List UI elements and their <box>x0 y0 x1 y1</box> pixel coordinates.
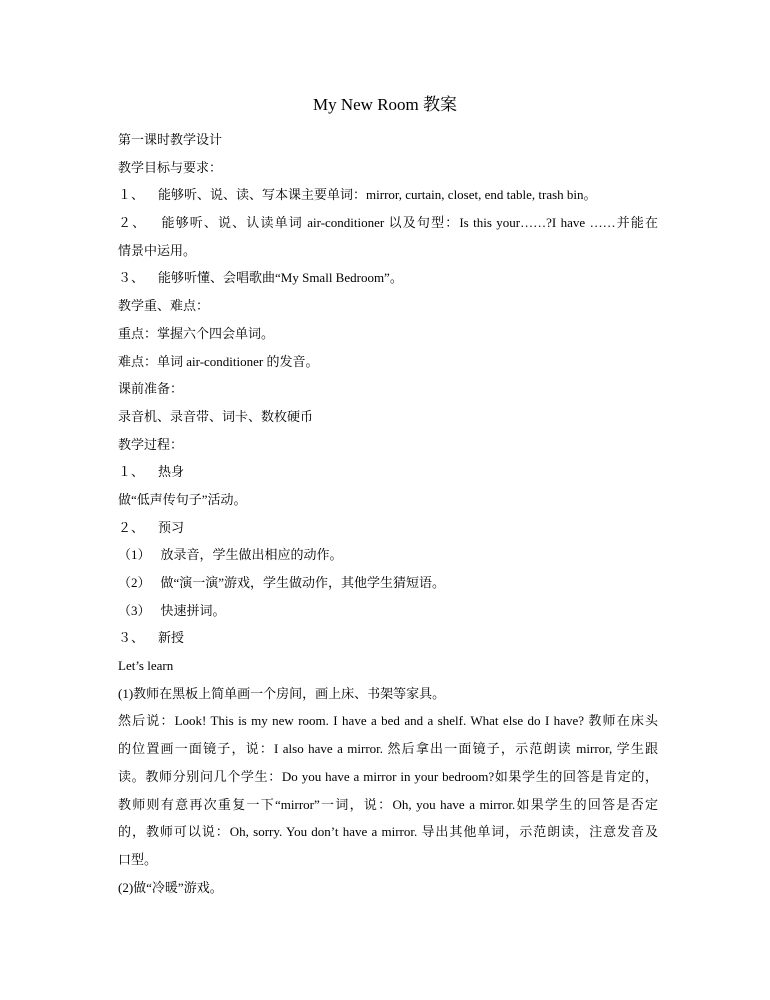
document-line <box>118 375 658 403</box>
document-line <box>118 431 658 459</box>
line-text: 能够听懂、会唱歌曲“My Small Bedroom”。 <box>158 270 403 286</box>
list-number: ３、 <box>118 270 145 286</box>
line-text: 口型。 <box>118 851 158 867</box>
list-number: ２、 <box>118 215 147 231</box>
document-line <box>118 154 658 182</box>
document-title: My New Room 教案 <box>312 95 458 114</box>
document-line <box>118 707 658 735</box>
document-line <box>118 569 658 597</box>
document-line <box>118 818 658 846</box>
document-line <box>118 209 658 237</box>
line-text: 难点：单词 air-conditioner 的发音。 <box>118 353 319 369</box>
line-text: 做“低声传句子”活动。 <box>118 491 247 507</box>
line-text: 预习 <box>158 519 185 535</box>
line-text: 新授 <box>158 630 185 646</box>
line-text: 快速拼词。 <box>160 602 226 618</box>
line-text: 能够听、说、认读单词 air-conditioner 以及句型：Is this your……?I have ……并能在 <box>160 215 658 231</box>
line-text: 的，教师可以说：Oh, sorry. You don’t have a mirror. 导出其他单词，示范朗读，注意发音及 <box>118 824 658 840</box>
list-number: ３、 <box>118 630 145 646</box>
line-text: 教学过程： <box>118 436 184 452</box>
document-line <box>118 320 658 348</box>
document-line <box>118 846 658 874</box>
line-text: (1)教师在黑板上简单画一个房间，画上床、书架等家具。 <box>118 685 446 701</box>
document-line <box>118 652 658 680</box>
document-line <box>118 514 658 542</box>
line-text: Let’s learn <box>118 658 174 674</box>
line-text: 第一课时教学设计 <box>118 132 223 147</box>
list-number: （1） <box>118 547 151 563</box>
line-text: 重点：掌握六个四会单词。 <box>118 325 275 341</box>
document-line <box>118 403 658 431</box>
document-line <box>118 624 658 652</box>
document-line <box>118 348 658 376</box>
document-line <box>118 874 658 902</box>
document-line <box>118 292 658 320</box>
document-line <box>118 680 658 708</box>
line-text: 的位置画一面镜子，说：I also have a mirror. 然后拿出一面镜子，示范朗读 mirror, 学生跟 <box>118 741 658 757</box>
list-number: ２、 <box>118 519 145 535</box>
document-line <box>118 126 658 154</box>
document-line <box>118 264 658 292</box>
list-number: （3） <box>118 602 151 618</box>
document-line <box>118 541 658 569</box>
list-number: １、 <box>118 464 145 480</box>
document-line <box>118 735 658 763</box>
line-text: 情景中运用。 <box>118 242 197 258</box>
line-text: 做“演一演”游戏，学生做动作，其他学生猜短语。 <box>160 575 446 590</box>
line-text: 热身 <box>158 464 185 480</box>
line-text: 录音机、录音带、词卡、数枚硬币 <box>118 408 314 424</box>
line-text: 教学重、难点： <box>118 298 210 314</box>
document-line <box>118 237 658 265</box>
list-number: （2） <box>118 575 151 590</box>
document-line <box>118 791 658 819</box>
line-text: 课前准备： <box>118 381 184 397</box>
line-text: 读。教师分别问几个学生：Do you have a mirror in your bedroom?如果学生的回答是肯定的， <box>118 768 658 784</box>
document-line <box>118 597 658 625</box>
list-number: １、 <box>118 187 145 203</box>
document-line <box>118 458 658 486</box>
document-line <box>118 181 658 209</box>
document-line <box>118 763 658 791</box>
line-text: 放录音，学生做出相应的动作。 <box>160 547 343 563</box>
line-text: (2)做“冷暖”游戏。 <box>118 879 223 895</box>
document-line <box>118 486 658 514</box>
document-body <box>118 126 658 901</box>
line-text: 能够听、说、读、写本课主要单词：mirror, curtain, closet, end table, trash bin。 <box>158 187 597 203</box>
line-text: 然后说：Look! This is my new room. I have a bed and a shelf. What else do I have? 教师在床头 <box>118 713 658 729</box>
line-text: 教学目标与要求： <box>118 159 223 175</box>
line-text: 教师则有意再次重复一下“mirror”一词，说：Oh, you have a mirror.如果学生的回答是否定 <box>118 796 658 812</box>
